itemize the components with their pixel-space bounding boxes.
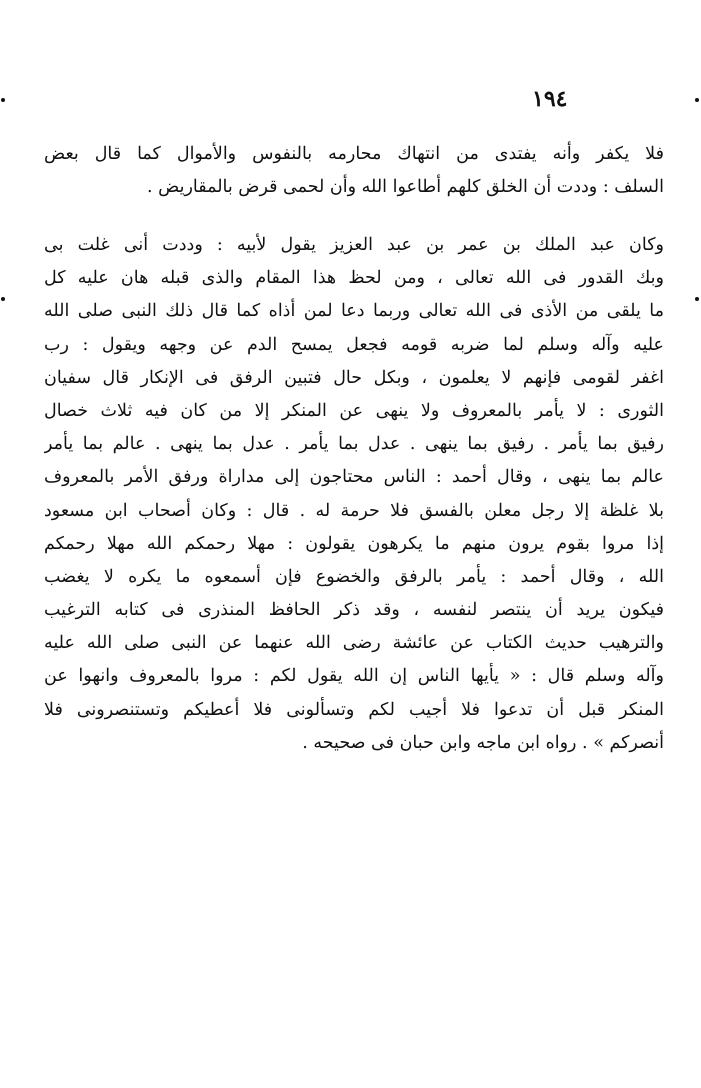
text-line: والترهيب حديث الكتاب عن عائشة رضى الله عنهما عن النبى صلى الله عليه [44,633,664,654]
scan-edge-mark [695,297,699,301]
page-number: ١٩٤ [532,86,568,112]
text-line: اغفر لقومى فإنهم لا يعلمون ، وبكل حال فتبين الرفق فى الإنكار قال سفيان [44,367,664,388]
text-line: رفيق بما يأمر . رفيق بما ينهى . عدل بما يأمر . عدل بما ينهى . عالم بما يأمر [44,434,664,455]
text-line: الثورى : لا يأمر بالمعروف ولا ينهى عن المنكر إلا من كان فيه ثلاث خصال [44,400,664,421]
text-line: فلا يكفر وأنه يفتدى من انتهاك محارمه بالنفوس والأموال كما قال بعض [44,144,664,164]
text-line: أنصركم » . رواه ابن ماجه وابن حبان فى صحيحه . [302,732,664,753]
text-line: فيكون يريد أن ينتصر لنفسه ، وقد ذكر الحافظ المنذرى فى كتابه الترغيب [44,600,664,621]
scan-edge-mark [1,98,5,102]
scan-edge-mark [1,297,5,301]
text-line: ما يلقى من الأذى فى الله تعالى وربما دعا لمن أذاه كما قال ذلك النبى صلى الله [44,301,664,322]
text-line: وبك القدور فى الله تعالى ، ومن لحظ هذا المقام والذى قبله هان عليه كل [44,268,664,289]
text-line: إذا مروا بقوم يرون منهم ما يكرهون يقولون : مهلا رحمكم الله مهلا رحمكم [44,533,664,554]
text-line: السلف : وددت أن الخلق كلهم أطاعوا الله وأن لحمى قرض بالمقاريض . [147,177,664,198]
text-line: الله ، وقال أحمد : يأمر بالرفق والخضوع فإن أسمعوه ما يكره لا يغضب [44,566,664,587]
text-line: وآله وسلم قال : « يأيها الناس إن الله يقول لكم : مروا بالمعروف وانهوا عن [44,666,664,687]
text-line: عليه وآله وسلم لما ضربه قومه فجعل يمسح الدم عن وجهه ويقول : رب [44,334,664,355]
paragraph-1 [44,138,664,204]
text-line: المنكر قبل أن تدعوا فلا أجيب لكم وتسألونى فلا أعطيكم وتستنصرونى فلا [44,699,664,720]
text-line: عالم بما ينهى ، وقال أحمد : الناس محتاجون إلى مداراة ورفق الأمر بالمعروف [44,467,664,488]
paragraph-2 [44,229,664,760]
scan-edge-mark [695,98,699,102]
text-line: بلا غلظة إلا رجل معلن بالفسق فلا حرمة له . قال : وكان أصحاب ابن مسعود [44,500,664,521]
text-line: وكان عبد الملك بن عمر بن عبد العزيز يقول لأبيه : وددت أنى غلت بى [44,235,664,255]
